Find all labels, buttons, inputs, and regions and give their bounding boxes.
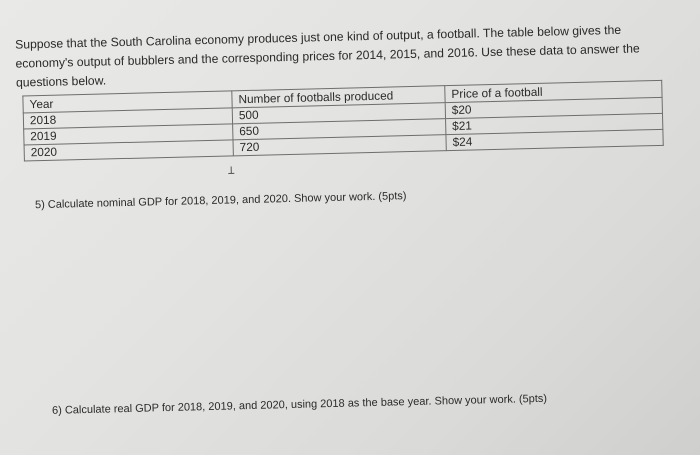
- cell-year: 2019: [24, 124, 233, 145]
- cell-price: $21: [446, 113, 663, 134]
- header-year: Year: [23, 91, 232, 113]
- text-cursor-icon: [226, 166, 236, 174]
- cell-year: 2018: [23, 108, 232, 129]
- cell-quantity: 650: [233, 119, 446, 140]
- data-table: [22, 80, 663, 162]
- problem-intro: Suppose that the South Carolina economy produces just one kind of output, a football. The table below gives the economy's output of bubblers and the corresponding prices for 2014, 2015, and 2016. Use these data to answer the questions below.: [14, 22, 640, 90]
- question-5: 5) Calculate nominal GDP for 2018, 2019, and 2020. Show your work. (5pts): [34, 190, 407, 212]
- header-quantity: Number of footballs produced: [232, 86, 445, 108]
- cell-price: $20: [445, 97, 662, 118]
- cell-quantity: 720: [233, 135, 446, 156]
- cell-quantity: 500: [232, 103, 445, 124]
- cell-price: $24: [446, 129, 663, 150]
- header-price: Price of a football: [445, 80, 662, 102]
- question-6: 6) Calculate real GDP for 2018, 2019, and 2020, using 2018 as the base year. Show your work. (5pts): [51, 392, 548, 417]
- cell-year: 2020: [24, 140, 233, 161]
